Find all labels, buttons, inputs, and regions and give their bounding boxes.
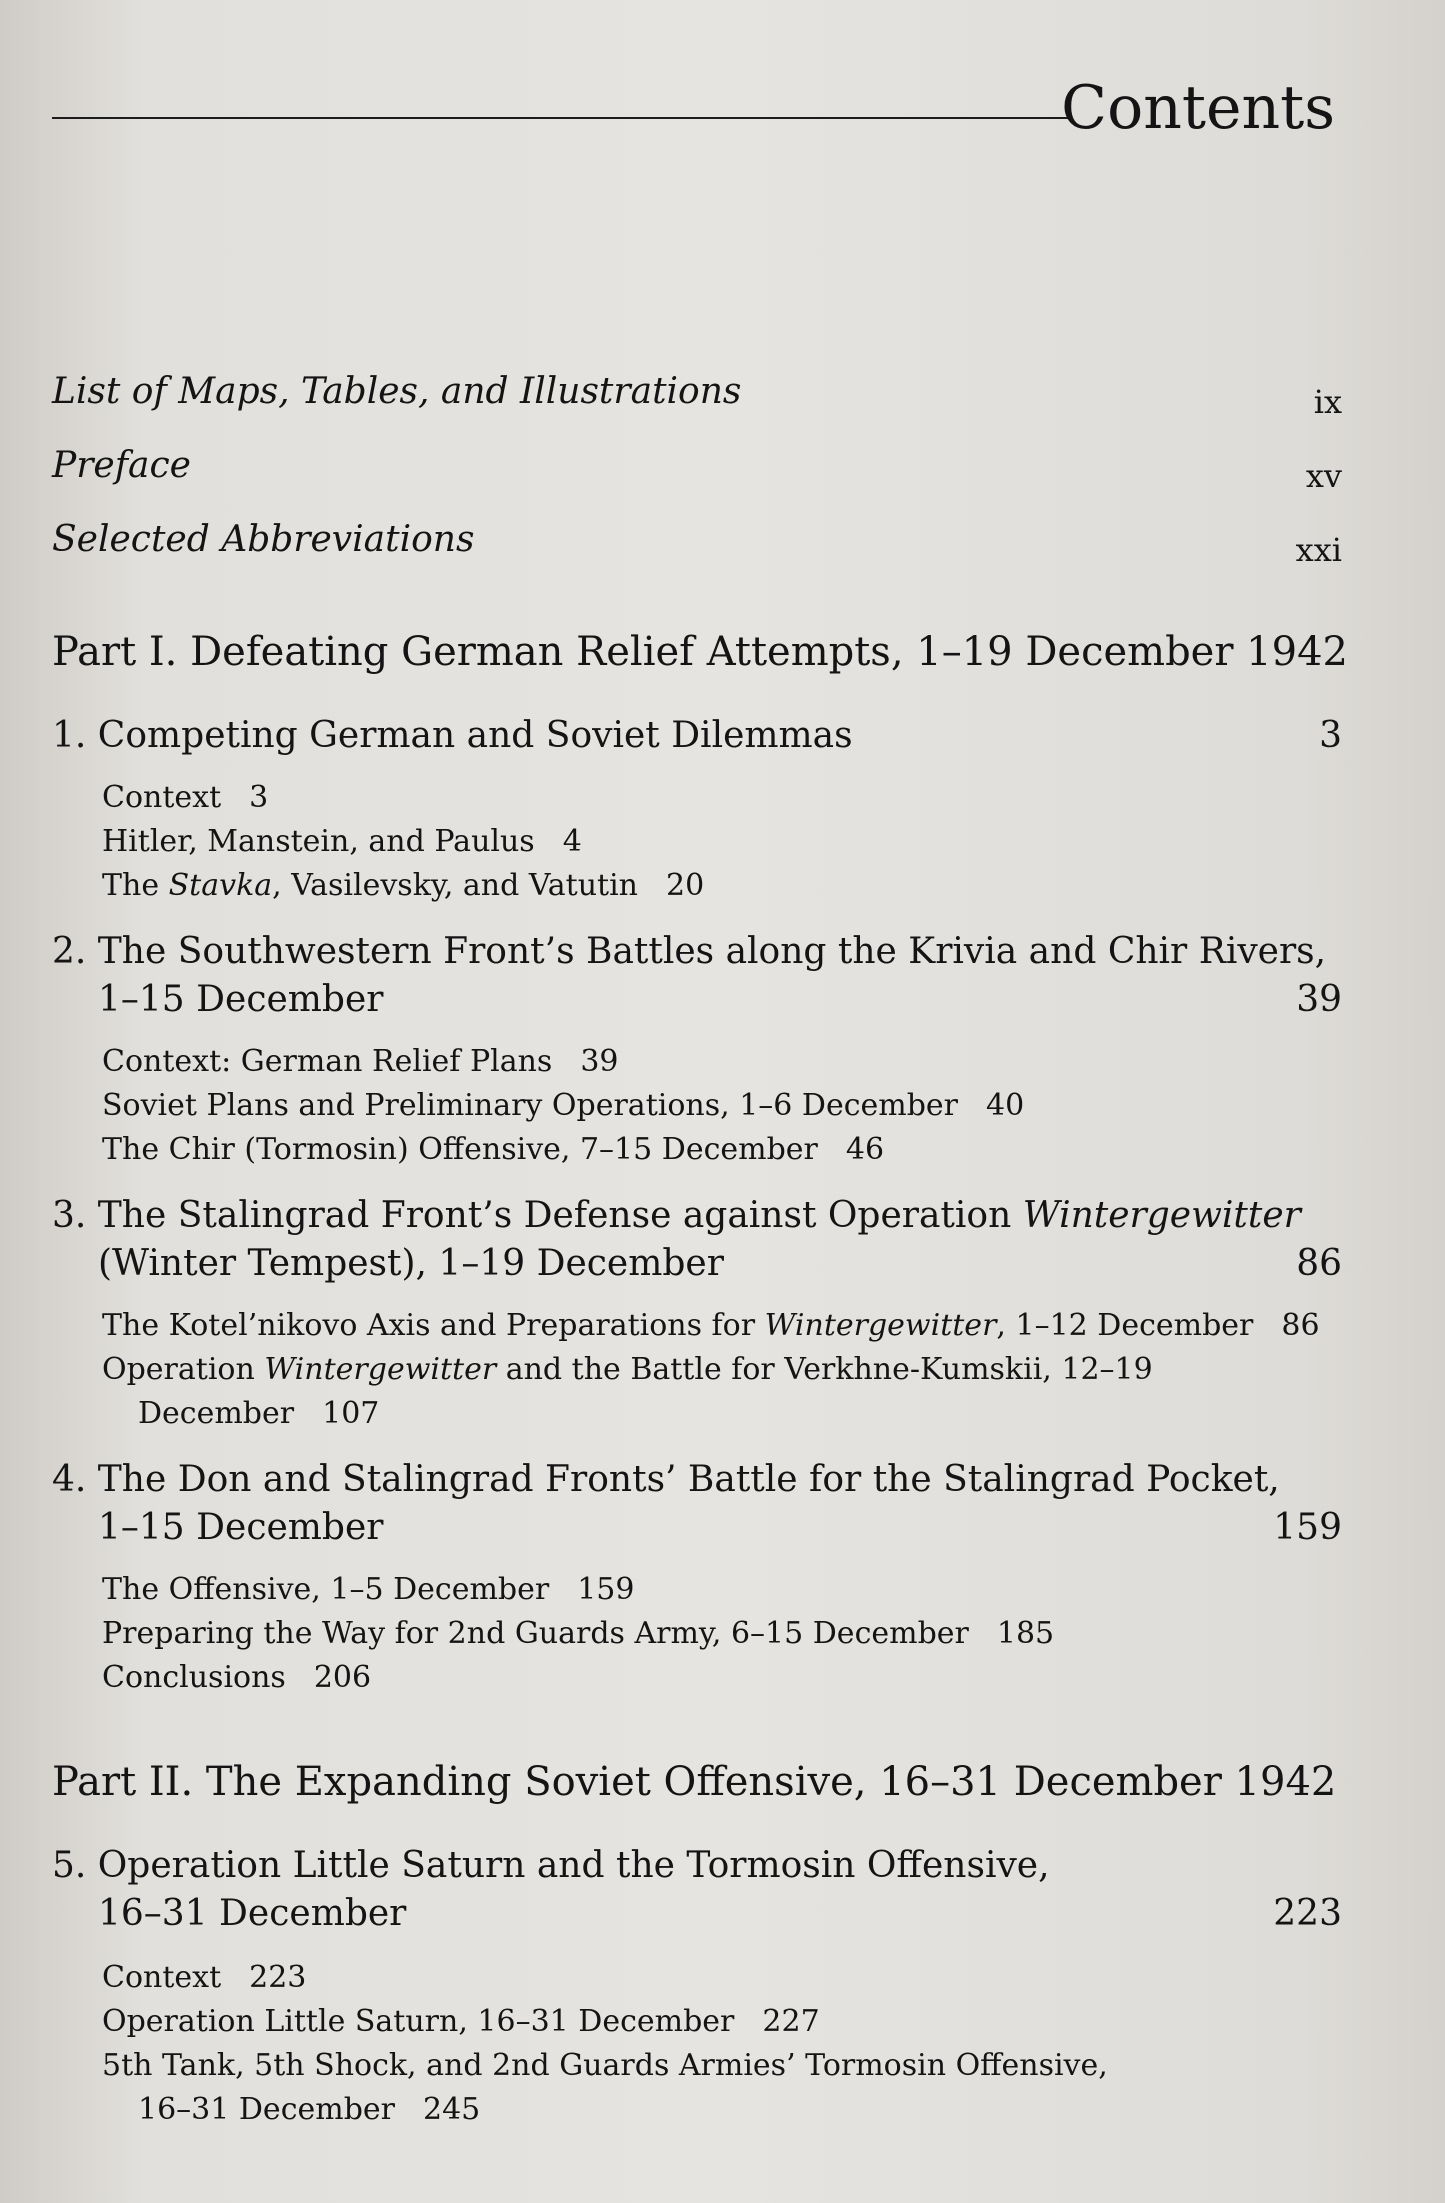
section-page: 185 bbox=[996, 1616, 1055, 1651]
toc-entry-section[interactable] bbox=[102, 1128, 884, 1172]
part-heading: Part I. Defeating German Relief Attempts, 1–19 December 1942 bbox=[52, 629, 1348, 675]
chapter-title: 3. The Stalingrad Front’s Defense against Operation Wintergewitter bbox=[52, 1195, 1301, 1236]
part-heading: Part II. The Expanding Soviet Offensive, 16–31 December 1942 bbox=[52, 1759, 1337, 1805]
chapter-page: 159 bbox=[1273, 1507, 1342, 1548]
chapter-title-continued: (Winter Tempest), 1–19 December bbox=[98, 1243, 724, 1284]
section-page: 159 bbox=[577, 1572, 635, 1607]
entry-title: Preface bbox=[52, 445, 191, 486]
section-title: Conclusions bbox=[102, 1660, 286, 1695]
section-title: The Kotel’nikovo Axis and Preparations for Wintergewitter, 1–12 December bbox=[102, 1308, 1254, 1343]
section-title: Soviet Plans and Preliminary Operations, 1–6 December bbox=[102, 1088, 959, 1123]
section-page: 86 bbox=[1281, 1308, 1320, 1343]
toc-entry-section[interactable] bbox=[102, 1612, 1054, 1656]
section-title: Context bbox=[102, 1960, 222, 1995]
section-page: 223 bbox=[249, 1960, 307, 1995]
section-title: Operation Little Saturn, 16–31 December bbox=[102, 2004, 735, 2039]
toc-entry-section-continued[interactable] bbox=[138, 2088, 480, 2132]
section-page: 227 bbox=[762, 2004, 820, 2039]
toc-entry-chapter[interactable] bbox=[52, 712, 1342, 760]
section-title: Operation Wintergewitter and the Battle for Verkhne-Kumskii, 12–19 bbox=[102, 1352, 1153, 1387]
section-title: The Stavka, Vasilevsky, and Vatutin bbox=[102, 868, 638, 903]
entry-title: Selected Abbreviations bbox=[52, 519, 475, 560]
section-page: 107 bbox=[322, 1396, 380, 1431]
toc-entry-front-matter[interactable] bbox=[52, 438, 1342, 494]
toc-entry-section[interactable] bbox=[102, 1956, 306, 2000]
chapter-title: 1. Competing German and Soviet Dilemmas bbox=[52, 715, 853, 756]
chapter-page: 39 bbox=[1296, 979, 1342, 1020]
section-title-continued: 16–31 December bbox=[138, 2092, 395, 2127]
section-title: The Chir (Tormosin) Offensive, 7–15 December bbox=[102, 1132, 818, 1167]
section-title: 5th Tank, 5th Shock, and 2nd Guards Armies’ Tormosin Offensive, bbox=[102, 2048, 1108, 2083]
chapter-page: 3 bbox=[1319, 715, 1342, 756]
toc-entry-section[interactable] bbox=[102, 1040, 619, 1084]
entry-title: List of Maps, Tables, and Illustrations bbox=[52, 371, 742, 412]
entry-page: ix bbox=[1313, 383, 1342, 421]
section-title: Hitler, Manstein, and Paulus bbox=[102, 824, 535, 859]
entry-page: xxi bbox=[1295, 531, 1342, 569]
section-page: 40 bbox=[986, 1088, 1025, 1123]
chapter-page: 86 bbox=[1296, 1243, 1342, 1284]
toc-entry-chapter[interactable] bbox=[52, 1456, 1342, 1552]
page-title: Contents bbox=[1061, 73, 1335, 143]
header-rule bbox=[52, 117, 1070, 119]
toc-entry-section[interactable] bbox=[102, 2000, 820, 2044]
toc-entry-chapter[interactable] bbox=[52, 1192, 1342, 1288]
section-title: Context bbox=[102, 780, 222, 815]
toc-entry-section[interactable] bbox=[102, 1304, 1320, 1348]
chapter-title-continued: 1–15 December bbox=[98, 1507, 384, 1548]
section-title-continued: December bbox=[138, 1396, 295, 1431]
toc-entry-section[interactable] bbox=[102, 864, 704, 908]
chapter-title: 2. The Southwestern Front’s Battles along the Krivia and Chir Rivers, bbox=[52, 931, 1327, 972]
toc-entry-section[interactable] bbox=[102, 2044, 1108, 2088]
section-page: 3 bbox=[249, 780, 269, 815]
section-title: Preparing the Way for 2nd Guards Army, 6–15 December bbox=[102, 1616, 969, 1651]
bleed-through-text bbox=[230, 140, 1330, 184]
toc-entry-front-matter[interactable] bbox=[52, 364, 1342, 420]
section-page: 4 bbox=[562, 824, 582, 859]
toc-entry-section-continued[interactable] bbox=[138, 1392, 379, 1436]
section-page: 206 bbox=[313, 1660, 372, 1695]
toc-entry-section[interactable] bbox=[102, 1656, 371, 1700]
chapter-title: 4. The Don and Stalingrad Fronts’ Battle for the Stalingrad Pocket, bbox=[52, 1459, 1280, 1500]
chapter-title-continued: 1–15 December bbox=[98, 979, 384, 1020]
toc-entry-section[interactable] bbox=[102, 1348, 1153, 1392]
toc-entry-section[interactable] bbox=[102, 776, 268, 820]
section-page: 46 bbox=[845, 1132, 885, 1167]
toc-entry-section[interactable] bbox=[102, 1084, 1024, 1128]
chapter-page: 223 bbox=[1273, 1893, 1342, 1934]
toc-entry-chapter[interactable] bbox=[52, 1842, 1342, 1938]
toc-entry-section[interactable] bbox=[102, 820, 582, 864]
toc-entry-chapter[interactable] bbox=[52, 928, 1342, 1024]
section-page: 245 bbox=[423, 2092, 481, 2127]
section-title: Context: German Relief Plans bbox=[102, 1044, 553, 1079]
entry-page: xv bbox=[1305, 457, 1342, 495]
section-page: 39 bbox=[580, 1044, 619, 1079]
toc-entry-section[interactable] bbox=[102, 1568, 634, 1612]
chapter-title-continued: 16–31 December bbox=[98, 1893, 407, 1934]
chapter-title: 5. Operation Little Saturn and the Tormosin Offensive, bbox=[52, 1845, 1050, 1886]
toc-entry-front-matter[interactable] bbox=[52, 512, 1342, 568]
section-title: The Offensive, 1–5 December bbox=[102, 1572, 550, 1607]
section-page: 20 bbox=[666, 868, 705, 903]
